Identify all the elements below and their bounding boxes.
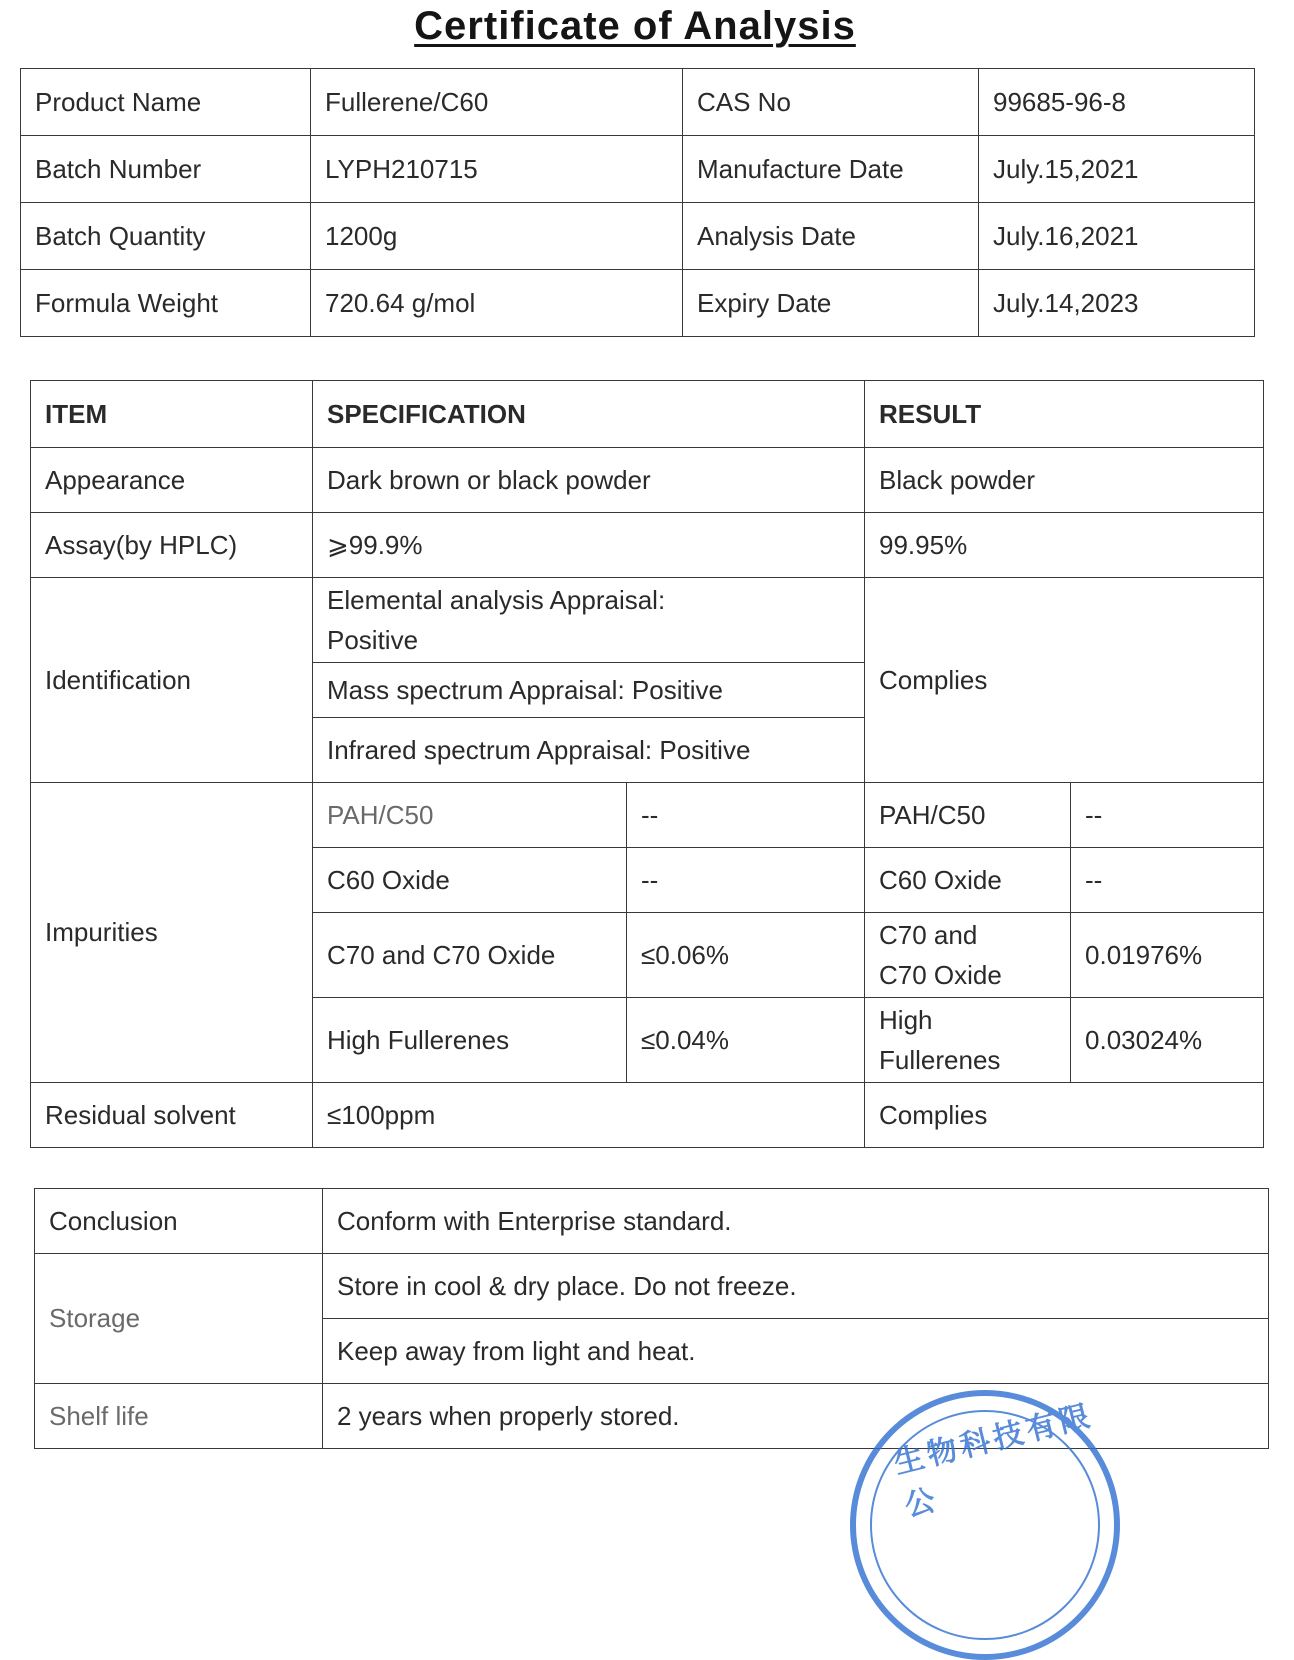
- impurity-name: PAH/C50: [313, 783, 627, 848]
- identification-spec-infrared: Infrared spectrum Appraisal: Positive: [313, 718, 865, 783]
- impurities-item: Impurities: [31, 783, 313, 1083]
- title-text: Certificate of Analysis: [414, 4, 856, 48]
- table-row: [21, 270, 1255, 337]
- residual-solvent-item: Residual solvent: [31, 1083, 313, 1148]
- analysis-date-label: Analysis Date: [683, 203, 979, 270]
- impurity-limit: ≤0.04%: [627, 998, 865, 1083]
- table-row: [31, 448, 1264, 513]
- impurity-name: High Fullerenes: [313, 998, 627, 1083]
- residual-solvent-spec: ≤100ppm: [313, 1083, 865, 1148]
- result-header: RESULT: [865, 381, 1264, 448]
- batch-quantity-value: 1200g: [311, 203, 683, 270]
- table-header-row: [31, 381, 1264, 448]
- company-seal: [850, 1390, 1120, 1660]
- manufacture-date-label: Manufacture Date: [683, 136, 979, 203]
- impurity-name: C60 Oxide: [313, 848, 627, 913]
- batch-number-value: LYPH210715: [311, 136, 683, 203]
- storage-value-1: Store in cool & dry place. Do not freeze.: [323, 1254, 1269, 1319]
- impurity-result-name: C60 Oxide: [865, 848, 1071, 913]
- expiry-date-value: July.14,2023: [979, 270, 1255, 337]
- table-row: [31, 578, 1264, 663]
- table-row: [21, 203, 1255, 270]
- impurity-limit: --: [627, 848, 865, 913]
- impurity-result: --: [1071, 783, 1264, 848]
- formula-weight-label: Formula Weight: [21, 270, 311, 337]
- identification-spec-mass: Mass spectrum Appraisal: Positive: [313, 663, 865, 718]
- identification-result: Complies: [865, 578, 1264, 783]
- impurity-result: 0.03024%: [1071, 998, 1264, 1083]
- impurity-limit: --: [627, 783, 865, 848]
- assay-spec: ⩾99.9%: [313, 513, 865, 578]
- table-row: [21, 69, 1255, 136]
- page-title: [0, 4, 1270, 49]
- identification-spec-elemental: Elemental analysis Appraisal: Positive: [313, 578, 865, 663]
- specification-header: SPECIFICATION: [313, 381, 865, 448]
- impurity-result-name: C70 and C70 Oxide: [865, 913, 1071, 998]
- impurity-result-name: PAH/C50: [865, 783, 1071, 848]
- impurity-name: C70 and C70 Oxide: [313, 913, 627, 998]
- conclusion-value: Conform with Enterprise standard.: [323, 1189, 1269, 1254]
- manufacture-date-value: July.15,2021: [979, 136, 1255, 203]
- product-info-table: [20, 68, 1255, 337]
- shelf-life-label: Shelf life: [35, 1384, 323, 1449]
- table-row: [21, 136, 1255, 203]
- conclusion-label: Conclusion: [35, 1189, 323, 1254]
- expiry-date-label: Expiry Date: [683, 270, 979, 337]
- analysis-date-value: July.16,2021: [979, 203, 1255, 270]
- impurity-result: 0.01976%: [1071, 913, 1264, 998]
- table-row: [31, 783, 1264, 848]
- item-header: ITEM: [31, 381, 313, 448]
- appearance-spec: Dark brown or black powder: [313, 448, 865, 513]
- formula-weight-value: 720.64 g/mol: [311, 270, 683, 337]
- specification-table: [30, 380, 1264, 1148]
- impurity-limit: ≤0.06%: [627, 913, 865, 998]
- shelf-life-value: 2 years when properly stored.: [323, 1384, 1269, 1449]
- product-name-label: Product Name: [21, 69, 311, 136]
- storage-label: Storage: [35, 1254, 323, 1384]
- appearance-result: Black powder: [865, 448, 1264, 513]
- impurity-result: --: [1071, 848, 1264, 913]
- identification-item: Identification: [31, 578, 313, 783]
- assay-item: Assay(by HPLC): [31, 513, 313, 578]
- table-row: [31, 1083, 1264, 1148]
- residual-solvent-result: Complies: [865, 1083, 1264, 1148]
- cas-value: 99685-96-8: [979, 69, 1255, 136]
- batch-number-label: Batch Number: [21, 136, 311, 203]
- table-row: [31, 513, 1264, 578]
- appearance-item: Appearance: [31, 448, 313, 513]
- table-row: [35, 1254, 1269, 1319]
- batch-quantity-label: Batch Quantity: [21, 203, 311, 270]
- impurity-result-name: High Fullerenes: [865, 998, 1071, 1083]
- table-row: [35, 1189, 1269, 1254]
- storage-value-2: Keep away from light and heat.: [323, 1319, 1269, 1384]
- seal-text: 生物科技有限公: [890, 1398, 1097, 1525]
- cas-label: CAS No: [683, 69, 979, 136]
- product-name-value: Fullerene/C60: [311, 69, 683, 136]
- assay-result: 99.95%: [865, 513, 1264, 578]
